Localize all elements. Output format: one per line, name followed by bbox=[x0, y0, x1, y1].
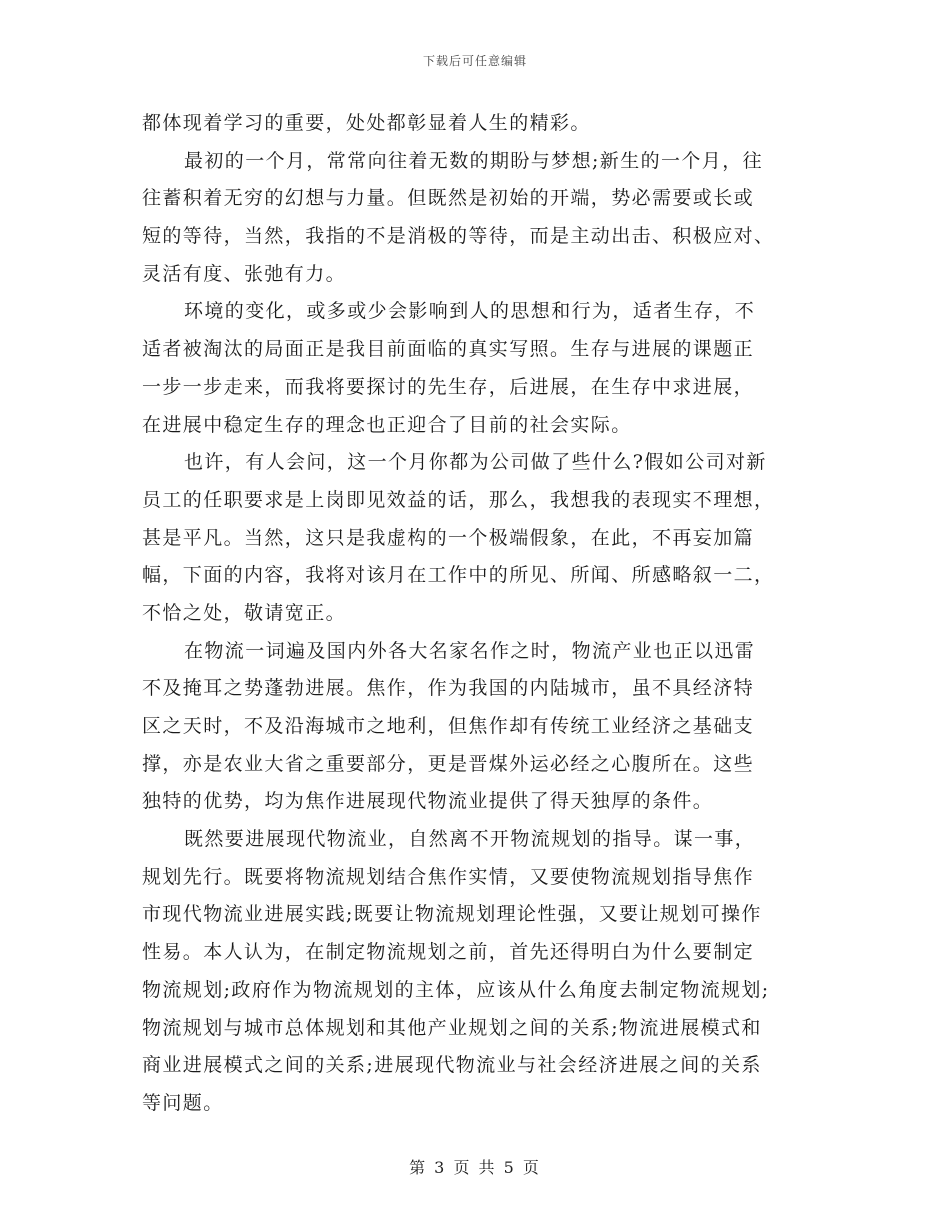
body-text-line: 幅，下面的内容，我将对该月在工作中的所见、所闻、所感略叙一二， bbox=[142, 564, 775, 587]
body-text-line: 规划先行。既要将物流规划结合焦作实情，又要使物流规划指导焦作 bbox=[142, 865, 755, 888]
page-header: 下载后可任意编辑 bbox=[422, 54, 527, 68]
page-number-footer: 第 3 页 共 5 页 bbox=[409, 1158, 541, 1177]
body-text-line: 性易。本人认为，在制定物流规划之前，首先还得明白为什么要制定 bbox=[142, 941, 755, 964]
body-text-line: 员工的任职要求是上岗即见效益的话，那么，我想我的表现实不理想， bbox=[142, 488, 775, 511]
body-text-line: 在物流一词遍及国内外各大名家名作之时，物流产业也正以迅雷 bbox=[184, 639, 756, 662]
body-text-line: 也许，有人会问，这一个月你都为公司做了些什么?假如公司对新 bbox=[184, 451, 767, 474]
body-text-line: 商业进展模式之间的关系;进展现代物流业与社会经济进展之间的关系 bbox=[142, 1054, 762, 1077]
body-text-line: 既然要进展现代物流业，自然离不开物流规划的指导。谋一事， bbox=[184, 828, 756, 851]
body-text-line: 最初的一个月，常常向往着无数的期盼与梦想;新生的一个月，往 bbox=[184, 149, 764, 172]
body-text-line: 在进展中稳定生存的理念也正迎合了目前的社会实际。 bbox=[142, 413, 632, 436]
body-text-line: 一步一步走来，而我将要探讨的先生存，后进展，在生存中求进展， bbox=[142, 375, 755, 398]
body-text-line: 区之天时，不及沿海城市之地利，但焦作却有传统工业经济之基础支 bbox=[142, 715, 755, 737]
body-text-line: 灵活有度、张弛有力。 bbox=[142, 262, 347, 285]
body-text-line: 不恰之处，敬请宽正。 bbox=[142, 601, 347, 624]
body-text-line: 撑，亦是农业大省之重要部分，更是晋煤外运必经之心腹所在。这些 bbox=[142, 752, 755, 775]
body-text-line: 短的等待，当然，我指的不是消极的等待，而是主动出击、积极应对、 bbox=[142, 225, 775, 248]
body-text-line: 环境的变化，或多或少会影响到人的思想和行为，适者生存，不 bbox=[184, 300, 756, 323]
body-text-line: 往蓄积着无穷的幻想与力量。但既然是初始的开端，势必需要或长或 bbox=[142, 187, 755, 210]
body-text-line: 不及掩耳之势蓬勃进展。焦作，作为我国的内陆城市，虽不具经济特 bbox=[142, 677, 755, 700]
body-text-line: 市现代物流业进展实践;既要让物流规划理论性强，又要让规划可操作 bbox=[142, 903, 762, 926]
body-text-line: 适者被淘汰的局面正是我目前面临的真实写照。生存与进展的课题正 bbox=[142, 338, 755, 361]
document-body bbox=[142, 105, 807, 1123]
body-text-line: 独特的优势，均为焦作进展现代物流业提供了得天独厚的条件。 bbox=[142, 790, 714, 813]
body-text-line: 物流规划与城市总体规划和其他产业规划之间的关系;物流进展模式和 bbox=[142, 1016, 762, 1039]
body-text-line: 物流规划;政府作为物流规划的主体，应该从什么角度去制定物流规划; bbox=[142, 978, 770, 1001]
body-text-line: 等问题。 bbox=[142, 1091, 224, 1114]
body-text-line: 都体现着学习的重要，处处都彰显着人生的精彩。 bbox=[142, 112, 591, 134]
body-text-line: 甚是平凡。当然，这只是我虚构的一个极端假象，在此，不再妄加篇 bbox=[142, 526, 755, 549]
